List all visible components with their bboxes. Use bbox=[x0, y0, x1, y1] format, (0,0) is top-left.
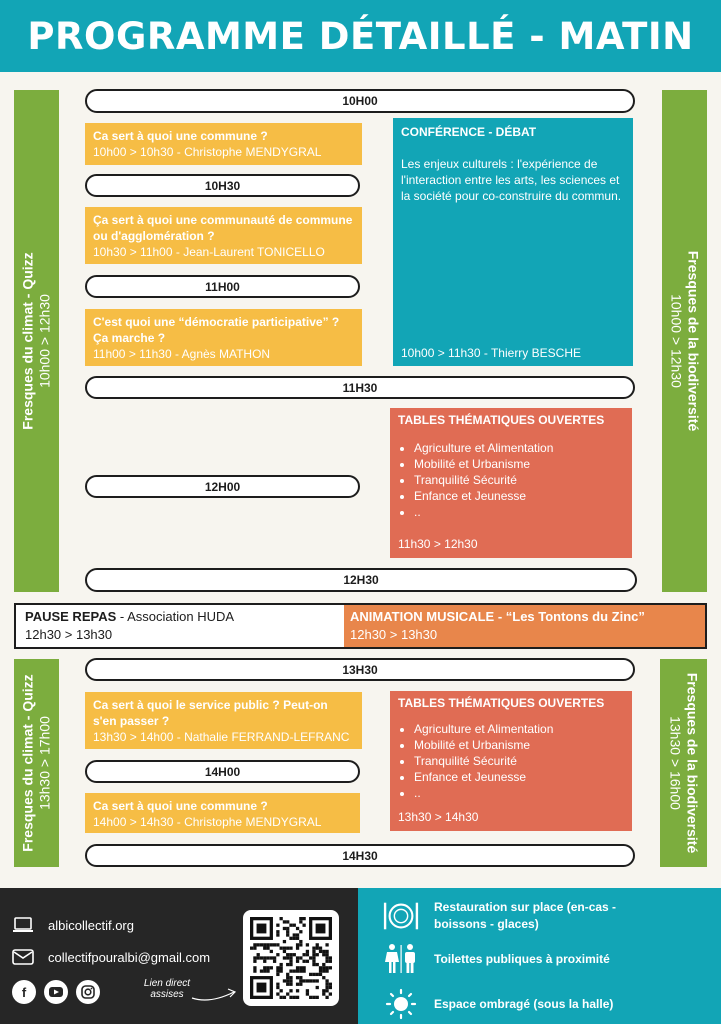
envelope-icon bbox=[12, 948, 34, 966]
conference-speaker: 10h00 > 11h30 - Thierry BESCHE bbox=[401, 346, 581, 360]
time-marker-10h00: 10H00 bbox=[85, 89, 635, 113]
band-time: 13h30 > 17h00 bbox=[36, 716, 53, 810]
conference-card bbox=[393, 118, 633, 366]
qr-code-icon bbox=[250, 917, 332, 999]
list-item: • Tranquilité Sécurité bbox=[414, 753, 624, 769]
list-item: • Agriculture et Alimentation bbox=[414, 440, 624, 456]
qr-note: Lien direct assises bbox=[143, 978, 191, 1000]
amenity-shade bbox=[382, 988, 613, 1020]
footer-amenities bbox=[358, 888, 721, 1024]
list-item: • Agriculture et Alimentation bbox=[414, 721, 624, 737]
sun-icon bbox=[382, 988, 420, 1020]
band-time: 13h30 > 16h00 bbox=[667, 716, 684, 810]
email-link[interactable]: collectifpouralbi@gmail.com bbox=[48, 949, 211, 965]
email-row bbox=[12, 948, 210, 966]
time-marker-14h30: 14H30 bbox=[85, 844, 635, 867]
session-speaker: 14h00 > 14h30 - Christophe MENDYGRAL bbox=[93, 815, 322, 829]
facebook-icon[interactable]: f bbox=[12, 980, 36, 1004]
session-question: Ça sert à quoi une communauté de commune ou d'agglomération ? bbox=[93, 213, 353, 243]
list-item: • .. bbox=[414, 785, 624, 801]
time-marker-12h30: 12H30 bbox=[85, 568, 637, 592]
list-item: • .. bbox=[414, 504, 624, 520]
page-title: PROGRAMME DÉTAILLÉ - MATIN bbox=[27, 14, 694, 58]
animation-band: - “Les Tontons du Zinc” bbox=[494, 609, 645, 624]
band-time: 10h00 > 12h30 bbox=[36, 294, 53, 388]
pause-title: PAUSE REPAS bbox=[25, 609, 117, 624]
plate-cutlery-icon bbox=[382, 898, 420, 934]
list-item: • Enfance et Jeunesse bbox=[414, 769, 624, 785]
right-band-biodiversity-pm bbox=[660, 659, 707, 867]
session-question: Ca sert à quoi une commune ? bbox=[93, 799, 268, 813]
social-links bbox=[12, 980, 108, 1004]
band-time: 10h00 > 12h30 bbox=[668, 294, 685, 388]
tables-title: TABLES THÉMATIQUES OUVERTES bbox=[398, 413, 605, 427]
arrow-icon bbox=[190, 986, 240, 1009]
tables-time: 13h30 > 14h30 bbox=[398, 810, 479, 824]
lunch-break bbox=[14, 603, 344, 649]
left-band-climate-am bbox=[14, 90, 59, 592]
animation-time: 12h30 > 13h30 bbox=[350, 627, 438, 642]
session-card bbox=[85, 309, 362, 366]
tables-title: TABLES THÉMATIQUES OUVERTES bbox=[398, 696, 605, 710]
tables-list bbox=[414, 721, 624, 801]
session-question: Ca sert à quoi le service public ? Peut-on s'en passer ? bbox=[93, 698, 328, 728]
session-question: Ca sert à quoi une commune ? bbox=[93, 129, 268, 143]
band-title: Fresques de la biodiversité bbox=[684, 672, 701, 854]
session-speaker: 13h30 > 14h00 - Nathalie FERRAND-LEFRANC bbox=[93, 730, 350, 744]
band-title: Fresques du climat - Quizz bbox=[19, 252, 36, 430]
list-item: • Mobilité et Urbanisme bbox=[414, 456, 624, 472]
time-marker-11h00: 11H00 bbox=[85, 275, 360, 298]
list-item: • Tranquilité Sécurité bbox=[414, 472, 624, 488]
list-item: • Mobilité et Urbanisme bbox=[414, 737, 624, 753]
session-card bbox=[85, 123, 362, 165]
time-marker-10h30: 10H30 bbox=[85, 174, 360, 197]
band-title: Fresques de la biodiversité bbox=[685, 250, 702, 432]
list-item: • Enfance et Jeunesse bbox=[414, 488, 624, 504]
session-card bbox=[85, 793, 360, 833]
right-band-biodiversity-am bbox=[662, 90, 707, 592]
amenity-label: Restauration sur place (en-cas - boissons - glaces) bbox=[434, 900, 617, 931]
tables-list bbox=[414, 440, 624, 520]
band-title: Fresques du climat - Quizz bbox=[19, 674, 36, 852]
left-band-climate-pm bbox=[14, 659, 59, 867]
tables-time: 11h30 > 12h30 bbox=[398, 537, 478, 551]
amenity-food bbox=[382, 898, 634, 934]
qr-code[interactable] bbox=[243, 910, 339, 1006]
amenity-label: Espace ombragé (sous la halle) bbox=[434, 996, 614, 1011]
music-animation bbox=[344, 603, 707, 649]
time-marker-11h30: 11H30 bbox=[85, 376, 635, 399]
thematic-tables-pm bbox=[390, 691, 632, 831]
session-speaker: 10h00 > 10h30 - Christophe MENDYGRAL bbox=[93, 145, 322, 159]
website-row bbox=[12, 916, 134, 934]
pause-org: - Association HUDA bbox=[116, 609, 235, 624]
instagram-icon[interactable] bbox=[76, 980, 100, 1004]
amenity-toilets bbox=[382, 944, 610, 974]
time-marker-12h00: 12H00 bbox=[85, 475, 360, 498]
website-link[interactable]: albicollectif.org bbox=[48, 917, 134, 933]
session-question: C'est quoi une “démocratie participative” ? Ça marche ? bbox=[93, 315, 340, 345]
header-banner bbox=[0, 0, 721, 72]
animation-title: ANIMATION MUSICALE bbox=[350, 609, 495, 624]
session-card bbox=[85, 207, 362, 264]
pause-time: 12h30 > 13h30 bbox=[25, 627, 113, 642]
time-marker-13h30: 13H30 bbox=[85, 658, 635, 681]
time-marker-14h00: 14H00 bbox=[85, 760, 360, 783]
session-speaker: 10h30 > 11h00 - Jean-Laurent TONICELLO bbox=[93, 245, 325, 259]
amenity-label: Toilettes publiques à proximité bbox=[434, 951, 610, 966]
youtube-icon[interactable] bbox=[44, 980, 68, 1004]
thematic-tables-am bbox=[390, 408, 632, 558]
toilets-icon bbox=[382, 944, 420, 974]
session-card bbox=[85, 692, 362, 749]
conference-description: Les enjeux culturels : l'expérience de l'interaction entre les arts, les sciences et la société pour co-construire du commun. bbox=[401, 157, 622, 203]
session-speaker: 11h00 > 11h30 - Agnès MATHON bbox=[93, 347, 271, 361]
laptop-icon bbox=[12, 916, 34, 934]
conference-title: CONFÉRENCE - DÉBAT bbox=[401, 125, 537, 139]
